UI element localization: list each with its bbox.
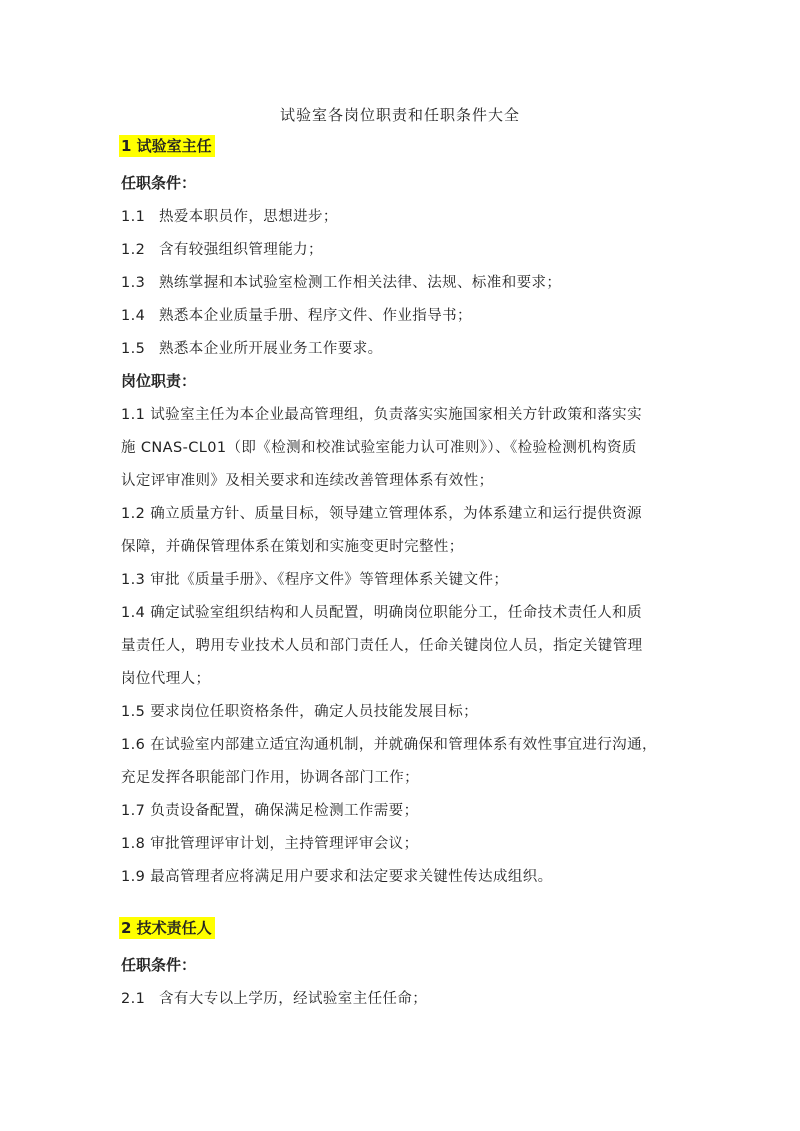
item-text: 热爱本职员作，思想进步；: [159, 209, 338, 225]
qualification-item: [121, 238, 323, 259]
item-number: 2.1: [121, 991, 146, 1007]
duty-line: 充足发挥各职能部门作用，协调各部门工作；: [121, 770, 419, 786]
document-title: 试验室各岗位职责和任职条件大全: [279, 106, 520, 124]
qualification-item: [121, 337, 383, 358]
item-number: 1.3: [121, 275, 146, 291]
duty-line: 1.1 试验室主任为本企业最高管理组，负责落实实施国家相关方针政策和落实实: [121, 407, 642, 423]
item-text: 熟悉本企业质量手册、程序文件、作业指导书；: [159, 308, 472, 324]
duties-heading-1: 岗位职责：: [121, 372, 197, 390]
duty-line: 1.6 在试验室内部建立适宜沟通机制，并就确保和管理体系有效性事宜进行沟通，: [121, 737, 657, 753]
duty-line: 1.7 负责设备配置，确保满足检测工作需要；: [121, 803, 419, 819]
qualification-item: [121, 304, 472, 325]
duty-line: 认定评审准则》及相关要求和连续改善管理体系有效性；: [121, 473, 494, 489]
duty-line: 量责任人，聘用专业技术人员和部门责任人，任命关键岗位人员，指定关键管理: [121, 638, 643, 654]
duty-line: 岗位代理人；: [121, 671, 211, 687]
duty-line: 1.2 确立质量方针、质量目标，领导建立管理体系，为体系建立和运行提供资源: [121, 506, 642, 522]
item-text: 熟悉本企业所开展业务工作要求。: [159, 341, 383, 357]
duty-line: 施 CNAS-CL01（即《检测和校准试验室能力认可准则》）、《检验检测机构资质: [121, 440, 637, 456]
duty-line: 1.8 审批管理评审计划，主持管理评审会议；: [121, 836, 419, 852]
item-number: 1.4: [121, 308, 146, 324]
item-number: 1.2: [121, 242, 146, 258]
item-number: 1.1: [121, 209, 146, 225]
duty-line: 保障，并确保管理体系在策划和实施变更时完整性；: [121, 539, 464, 555]
item-text: 含有较强组织管理能力；: [159, 242, 323, 258]
item-number: 1.5: [121, 341, 146, 357]
section-heading-2: 2 技术责任人: [119, 917, 215, 939]
duty-line: 1.5 要求岗位任职资格条件，确定人员技能发展目标；: [121, 704, 479, 720]
duty-line: 1.3 审批《质量手册》、《程序文件》等管理体系关键文件；: [121, 572, 509, 588]
qualifications-heading-2: 任职条件：: [121, 956, 197, 974]
duty-line: 1.4 确定试验室组织结构和人员配置，明确岗位职能分工，任命技术责任人和质: [121, 605, 642, 621]
qualifications-heading-1: 任职条件：: [121, 174, 197, 192]
duty-line: 1.9 最高管理者应将满足用户要求和法定要求关键性传达成组织。: [121, 869, 553, 885]
section-heading-1: 1 试验室主任: [119, 135, 215, 157]
item-text: 熟练掌握和本试验室检测工作相关法律、法规、标准和要求；: [159, 275, 562, 291]
qualification-item: [121, 205, 338, 226]
item-text: 含有大专以上学历，经试验室主任任命；: [159, 991, 428, 1007]
qualification-item: [121, 271, 561, 292]
qualification-item: [121, 987, 427, 1008]
